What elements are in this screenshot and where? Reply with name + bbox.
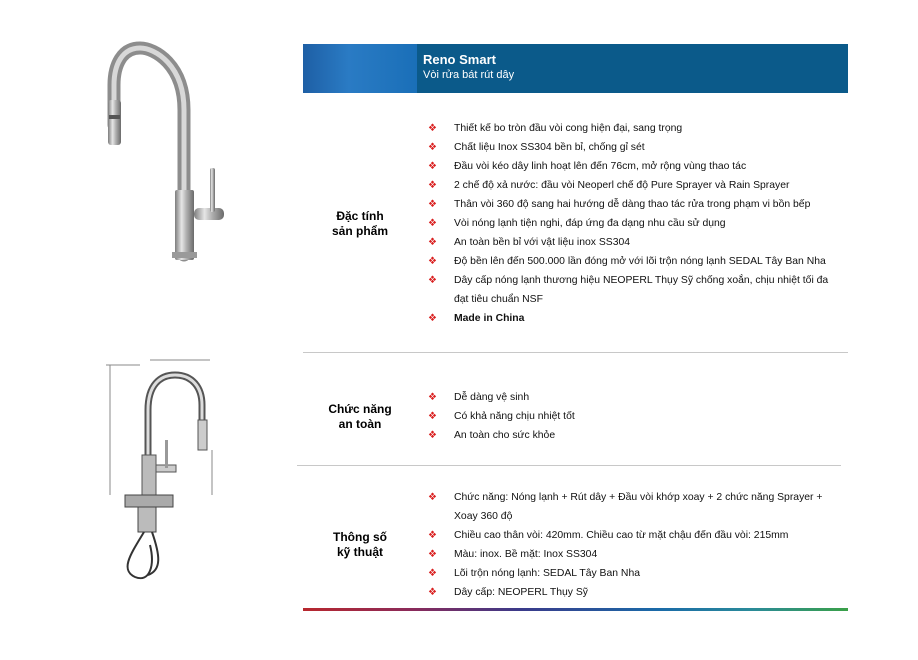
list-item: ❖ Màu: inox. Bề mặt: Inox SS304 bbox=[428, 545, 839, 564]
list-item: ❖ Chất liệu Inox SS304 bền bỉ, chống gỉ sét bbox=[428, 138, 839, 157]
label-line: kỹ thuật bbox=[336, 545, 383, 559]
bullet-icon: ❖ bbox=[428, 161, 437, 172]
bullet-icon: ❖ bbox=[428, 256, 437, 267]
bullet-icon: ❖ bbox=[428, 218, 437, 229]
section-label-specs bbox=[305, 530, 415, 560]
bullet-icon: ❖ bbox=[428, 180, 437, 191]
list-item: ❖ Vòi nóng lạnh tiện nghi, đáp ứng đa dạng nhu cầu sử dụng bbox=[428, 214, 839, 233]
label-line: sản phẩm bbox=[331, 224, 388, 238]
bullet-icon: ❖ bbox=[428, 530, 437, 541]
label-line: Đặc tính bbox=[336, 209, 384, 223]
faucet-technical-drawing bbox=[100, 355, 240, 585]
bullet-icon: ❖ bbox=[428, 123, 437, 134]
header-accent-block bbox=[303, 44, 417, 93]
section-divider bbox=[303, 352, 848, 353]
label-line: Chức năng bbox=[328, 402, 392, 416]
list-item: ❖ Dễ dàng vệ sinh bbox=[428, 388, 839, 407]
bullet-icon: ❖ bbox=[428, 411, 437, 422]
bullet-icon: ❖ bbox=[428, 313, 437, 324]
section-divider bbox=[297, 465, 841, 466]
specs-list bbox=[428, 488, 839, 602]
list-item: ❖ Thân vòi 360 độ sang hai hướng dễ dàng thao tác rửa trong phạm vi bồn bếp bbox=[428, 195, 839, 214]
bullet-icon: ❖ bbox=[428, 392, 437, 403]
bullet-icon: ❖ bbox=[428, 549, 437, 560]
list-item: ❖ Made in China bbox=[428, 309, 839, 328]
list-item: ❖ Dây cấp nóng lạnh thương hiệu NEOPERL Thụy Sỹ chống xoắn, chịu nhiệt tối đa đạt tiêu chuẩn NSF bbox=[428, 271, 839, 309]
list-item: ❖ Chiều cao thân vòi: 420mm. Chiều cao từ mặt chậu đến đầu vòi: 215mm bbox=[428, 526, 839, 545]
footer-color-bar bbox=[303, 608, 848, 611]
bullet-icon: ❖ bbox=[428, 142, 437, 153]
bullet-icon: ❖ bbox=[428, 568, 437, 579]
list-item: ❖ Đầu vòi kéo dây linh hoạt lên đến 76cm, mở rộng vùng thao tác bbox=[428, 157, 839, 176]
list-item: ❖ Độ bền lên đến 500.000 lần đóng mở với lõi trộn nóng lạnh SEDAL Tây Ban Nha bbox=[428, 252, 839, 271]
product-subtitle: Vòi rửa bát rút dây bbox=[423, 69, 515, 81]
list-item: ❖ Thiết kế bo tròn đầu vòi cong hiện đại, sang trọng bbox=[428, 119, 839, 138]
bullet-icon: ❖ bbox=[428, 275, 437, 286]
bullet-icon: ❖ bbox=[428, 430, 437, 441]
section-label-features bbox=[305, 209, 415, 239]
list-item: ❖ 2 chế độ xả nước: đầu vòi Neoperl chế độ Pure Sprayer và Rain Sprayer bbox=[428, 176, 839, 195]
bullet-icon: ❖ bbox=[428, 492, 437, 503]
features-list bbox=[428, 119, 839, 328]
product-header bbox=[303, 44, 848, 93]
safety-list bbox=[428, 388, 839, 445]
list-item: ❖ Dây cấp: NEOPERL Thụy Sỹ bbox=[428, 583, 839, 602]
label-line: an toàn bbox=[338, 417, 382, 431]
list-item: ❖ Có khả năng chịu nhiệt tốt bbox=[428, 407, 839, 426]
bullet-icon: ❖ bbox=[428, 237, 437, 248]
faucet-product-photo bbox=[100, 40, 240, 270]
section-label-safety bbox=[305, 402, 415, 432]
label-line: Thông số bbox=[333, 530, 387, 544]
list-item: ❖ Lõi trộn nóng lạnh: SEDAL Tây Ban Nha bbox=[428, 564, 839, 583]
list-item: ❖ An toàn cho sức khỏe bbox=[428, 426, 839, 445]
bullet-icon: ❖ bbox=[428, 587, 437, 598]
bullet-icon: ❖ bbox=[428, 199, 437, 210]
list-item: ❖ Chức năng: Nóng lạnh + Rút dây + Đầu vòi khớp xoay + 2 chức năng Sprayer + Xoay 360 độ bbox=[428, 488, 839, 526]
product-title: Reno Smart bbox=[423, 52, 496, 67]
list-item: ❖ An toàn bền bỉ với vật liệu inox SS304 bbox=[428, 233, 839, 252]
